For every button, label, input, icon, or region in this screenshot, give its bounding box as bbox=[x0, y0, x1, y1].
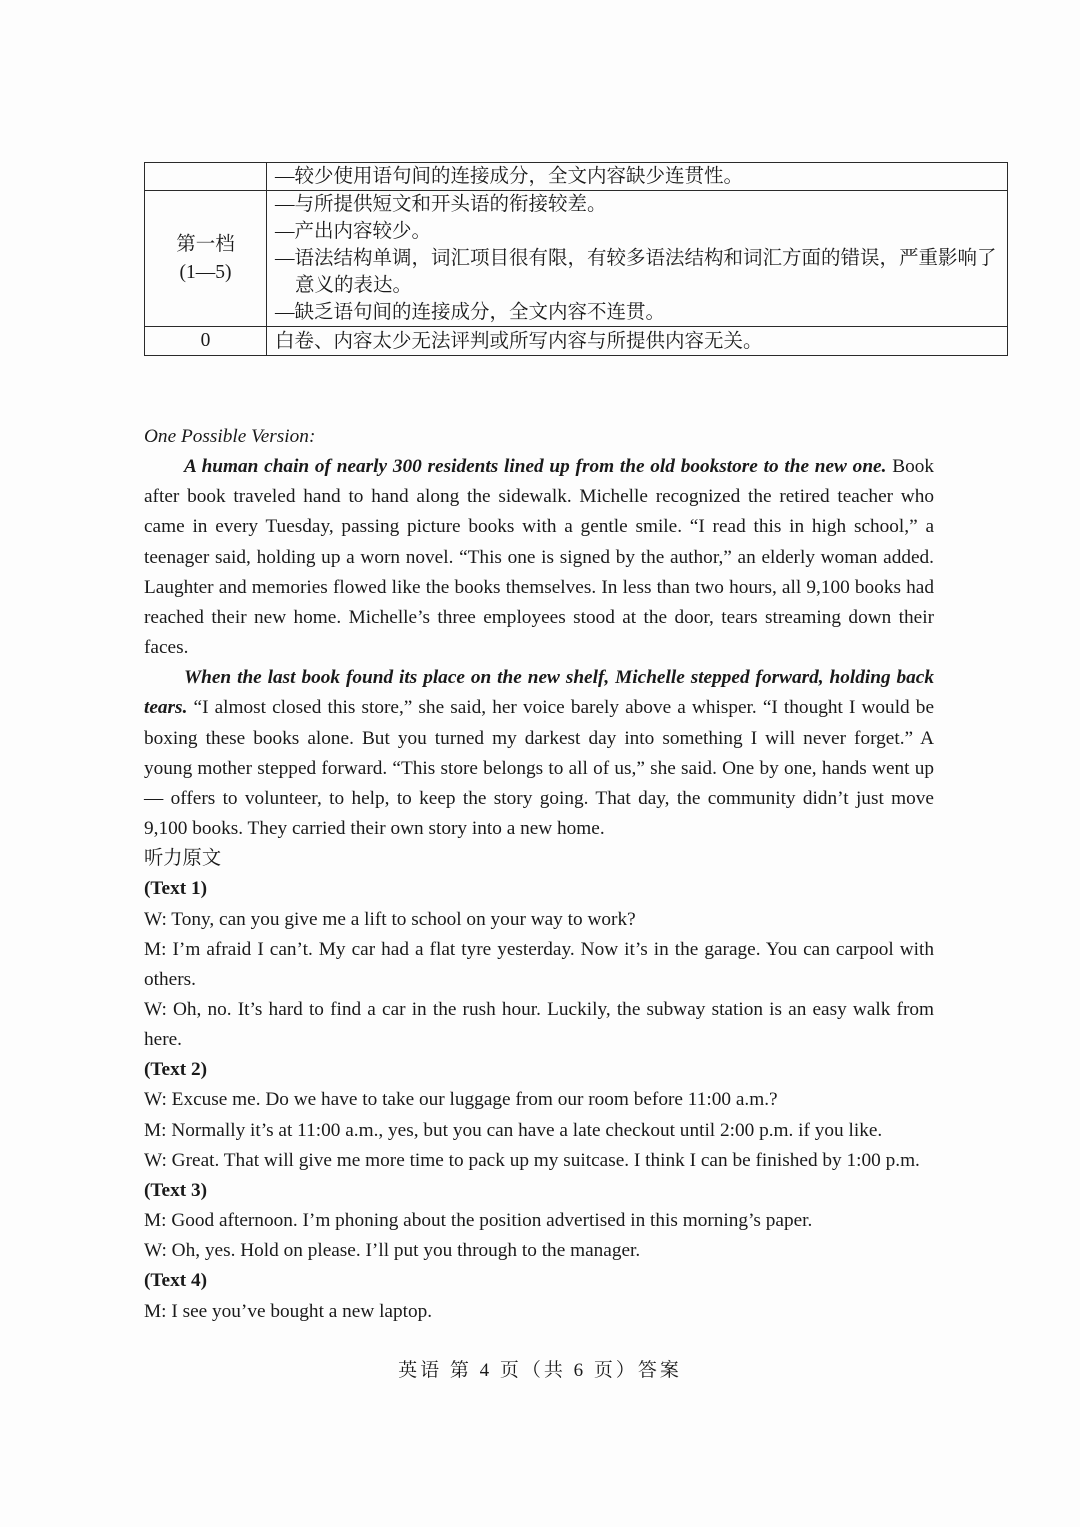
rubric-level-cell: 0 bbox=[145, 327, 267, 356]
rubric-criterion: —语法结构单调，词汇项目很有限，有较多语法结构和词汇方面的错误，严重影响了意义的表达。 bbox=[275, 248, 997, 296]
dialogue-line: W: Excuse me. Do we have to take our luggage from our room before 11:00 a.m.? bbox=[144, 1089, 778, 1111]
dialogue-line: W: Great. That will give me more time to pack up my suitcase. I think I can be finished by 1:00 p.m. bbox=[144, 1149, 920, 1171]
dialogue-line: M: Good afternoon. I’m phoning about the position advertised in this morning’s paper. bbox=[144, 1210, 813, 1232]
dialogue-line: M: I’m afraid I can’t. My car had a flat tyre yesterday. Now it’s in the garage. You can carpool with others. bbox=[144, 938, 934, 990]
tier-range: (1—5) bbox=[179, 261, 232, 283]
text-label: (Text 1) bbox=[144, 878, 208, 900]
rubric-criterion: 白卷、内容太少无法评判或所写内容与所提供内容无关。 bbox=[275, 330, 763, 352]
essay-p2-lead-sentence: When the last book found its place on the new shelf, Michelle stepped forward, holding back tears. bbox=[144, 667, 934, 719]
rubric-row-zero bbox=[145, 327, 1008, 356]
scoring-rubric-table bbox=[144, 162, 1008, 356]
essay-paragraph-2 bbox=[144, 663, 934, 844]
rubric-level-cell bbox=[145, 163, 267, 191]
rubric-level-cell bbox=[145, 191, 267, 327]
rubric-criteria-cell bbox=[267, 163, 1008, 191]
rubric-criterion: —缺乏语句间的连接成分，全文内容不连贯。 bbox=[275, 302, 666, 323]
dialogue-line: M: I see you’ve bought a new laptop. bbox=[144, 1300, 433, 1322]
rubric-criteria-cell bbox=[267, 327, 1008, 356]
dialogue-line: M: Normally it’s at 11:00 a.m., yes, but you can have a late checkout until 2:00 p.m. if you like. bbox=[144, 1119, 883, 1141]
listening-heading: 听力原文 bbox=[144, 848, 222, 870]
text-label: (Text 4) bbox=[144, 1270, 208, 1292]
rubric-row-continuation bbox=[145, 163, 1008, 191]
page-body bbox=[144, 422, 934, 1327]
essay-paragraph-1 bbox=[144, 452, 934, 663]
rubric-row-tier1 bbox=[145, 191, 1008, 327]
dialogue-line: W: Oh, no. It’s hard to find a car in the rush hour. Luckily, the subway station is an easy walk from here. bbox=[144, 998, 934, 1051]
rubric-criteria-cell bbox=[267, 191, 1008, 327]
rubric-criterion: —与所提供短文和开头语的衔接较差。 bbox=[275, 194, 607, 215]
essay-label: One Possible Version: bbox=[144, 426, 316, 447]
text-label: (Text 2) bbox=[144, 1059, 208, 1081]
dialogue-line: W: Tony, can you give me a lift to school on your way to work? bbox=[144, 908, 636, 930]
rubric-criterion: —较少使用语句间的连接成分，全文内容缺少连贯性。 bbox=[275, 166, 744, 187]
essay-p1-body: Book after book traveled hand to hand along the sidewalk. Michelle recognized the retired teacher who came in every Tuesday, passing picture books with a gentle smile. “I read this in high school,” a teenager said, holding up a worn novel. “This one is signed by the author,” an elderly woman added. Laughter and memories flowed like the books themselves. In less than two hours, all 9,100 books had reached their new home. Michelle’s three employees stood at the door, tears streaming down their faces. bbox=[144, 456, 934, 659]
essay-p1-lead-sentence: A human chain of nearly 300 residents lined up from the old bookstore to the new one. bbox=[184, 456, 887, 478]
dialogue-line: W: Oh, yes. Hold on please. I’ll put you through to the manager. bbox=[144, 1240, 641, 1262]
tier-name: 第一档 bbox=[176, 233, 235, 255]
essay-p2-body: “I almost closed this store,” she said, her voice barely above a whisper. “I thought I would be boxing these books alone. But you turned my darkest day into something I will never forget.” A young mother stepped forward. “This store belongs to all of us,” she said. One by one, hands went up — offers to volunteer, to help, to keep the story going. That day, the community didn’t just move 9,100 books. They carried their own story into a new home. bbox=[144, 697, 935, 840]
rubric-criterion: —产出内容较少。 bbox=[275, 221, 432, 242]
page-footer: 英语 第 4 页（共 6 页）答案 bbox=[398, 1360, 682, 1381]
text-label: (Text 3) bbox=[144, 1179, 208, 1201]
